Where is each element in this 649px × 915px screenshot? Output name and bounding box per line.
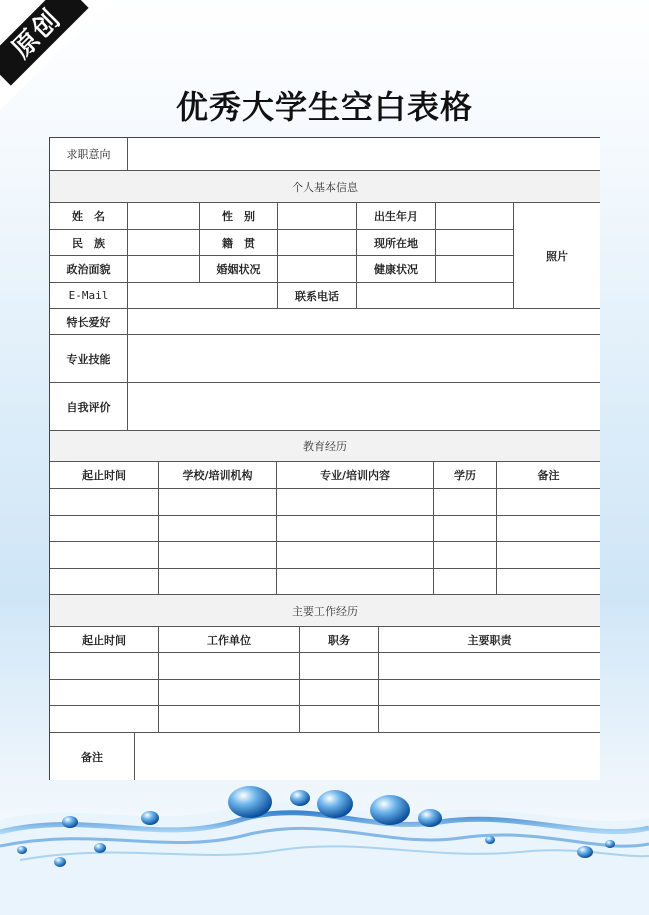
self-evaluation-field[interactable] [128,383,600,431]
work-header-position: 职务 [300,627,379,653]
edu-cell[interactable] [434,516,497,542]
gender-label: 性 别 [200,203,278,230]
job-intent-label: 求职意向 [50,138,128,171]
edu-cell[interactable] [159,569,277,595]
ethnicity-label: 民 族 [50,230,128,256]
edu-cell[interactable] [277,569,434,595]
edu-cell[interactable] [434,569,497,595]
birth-label: 出生年月 [357,203,436,230]
politics-field[interactable] [128,256,200,283]
photo-box[interactable]: 照片 [514,203,600,309]
edu-header-school: 学校/培训机构 [159,462,277,489]
skills-label: 专业技能 [50,335,128,383]
section-basic-info: 个人基本信息 [50,171,600,203]
name-field[interactable] [128,203,200,230]
skills-field[interactable] [128,335,600,383]
section-education: 教育经历 [50,431,600,462]
health-field[interactable] [436,256,514,283]
native-place-field[interactable] [278,230,357,256]
section-work-experience: 主要工作经历 [50,595,600,627]
email-field[interactable] [128,283,278,309]
marriage-label: 婚姻状况 [200,256,278,283]
edu-cell[interactable] [277,516,434,542]
edu-cell[interactable] [50,569,159,595]
edu-cell[interactable] [277,489,434,516]
edu-header-degree: 学历 [434,462,497,489]
work-cell[interactable] [300,680,379,706]
edu-cell[interactable] [434,489,497,516]
marriage-field[interactable] [278,256,357,283]
name-label: 姓 名 [50,203,128,230]
edu-cell[interactable] [277,542,434,569]
edu-cell[interactable] [497,516,600,542]
health-label: 健康状况 [357,256,436,283]
edu-cell[interactable] [497,542,600,569]
work-cell[interactable] [300,706,379,733]
hobby-label: 特长爱好 [50,309,128,335]
edu-cell[interactable] [497,489,600,516]
work-cell[interactable] [159,680,300,706]
remarks-field[interactable] [135,733,600,780]
work-cell[interactable] [159,706,300,733]
edu-cell[interactable] [159,516,277,542]
work-cell[interactable] [379,653,600,680]
edu-cell[interactable] [50,542,159,569]
phone-label: 联系电话 [278,283,357,309]
work-cell[interactable] [50,653,159,680]
location-label: 现所在地 [357,230,436,256]
ethnicity-field[interactable] [128,230,200,256]
work-cell[interactable] [50,706,159,733]
work-cell[interactable] [50,680,159,706]
self-evaluation-label: 自我评价 [50,383,128,431]
edu-cell[interactable] [159,542,277,569]
work-header-period: 起止时间 [50,627,159,653]
politics-label: 政治面貌 [50,256,128,283]
work-cell[interactable] [379,706,600,733]
water-wave-decoration [0,760,649,915]
edu-cell[interactable] [50,489,159,516]
edu-cell[interactable] [497,569,600,595]
work-cell[interactable] [379,680,600,706]
edu-cell[interactable] [434,542,497,569]
resume-form [49,137,600,780]
edu-cell[interactable] [159,489,277,516]
phone-field[interactable] [357,283,514,309]
work-cell[interactable] [159,653,300,680]
gender-field[interactable] [278,203,357,230]
native-place-label: 籍 贯 [200,230,278,256]
job-intent-field[interactable] [128,138,600,171]
remarks-label: 备注 [50,733,135,780]
page-title: 优秀大学生空白表格 [175,88,473,126]
edu-header-notes: 备注 [497,462,600,489]
email-label: E-Mail [50,283,128,309]
work-cell[interactable] [300,653,379,680]
hobby-field[interactable] [128,309,600,335]
edu-cell[interactable] [50,516,159,542]
edu-header-period: 起止时间 [50,462,159,489]
work-header-duties: 主要职责 [379,627,600,653]
work-header-employer: 工作单位 [159,627,300,653]
edu-header-major: 专业/培训内容 [277,462,434,489]
location-field[interactable] [436,230,514,256]
original-stamp: 原创 [0,0,89,86]
birth-field[interactable] [436,203,514,230]
